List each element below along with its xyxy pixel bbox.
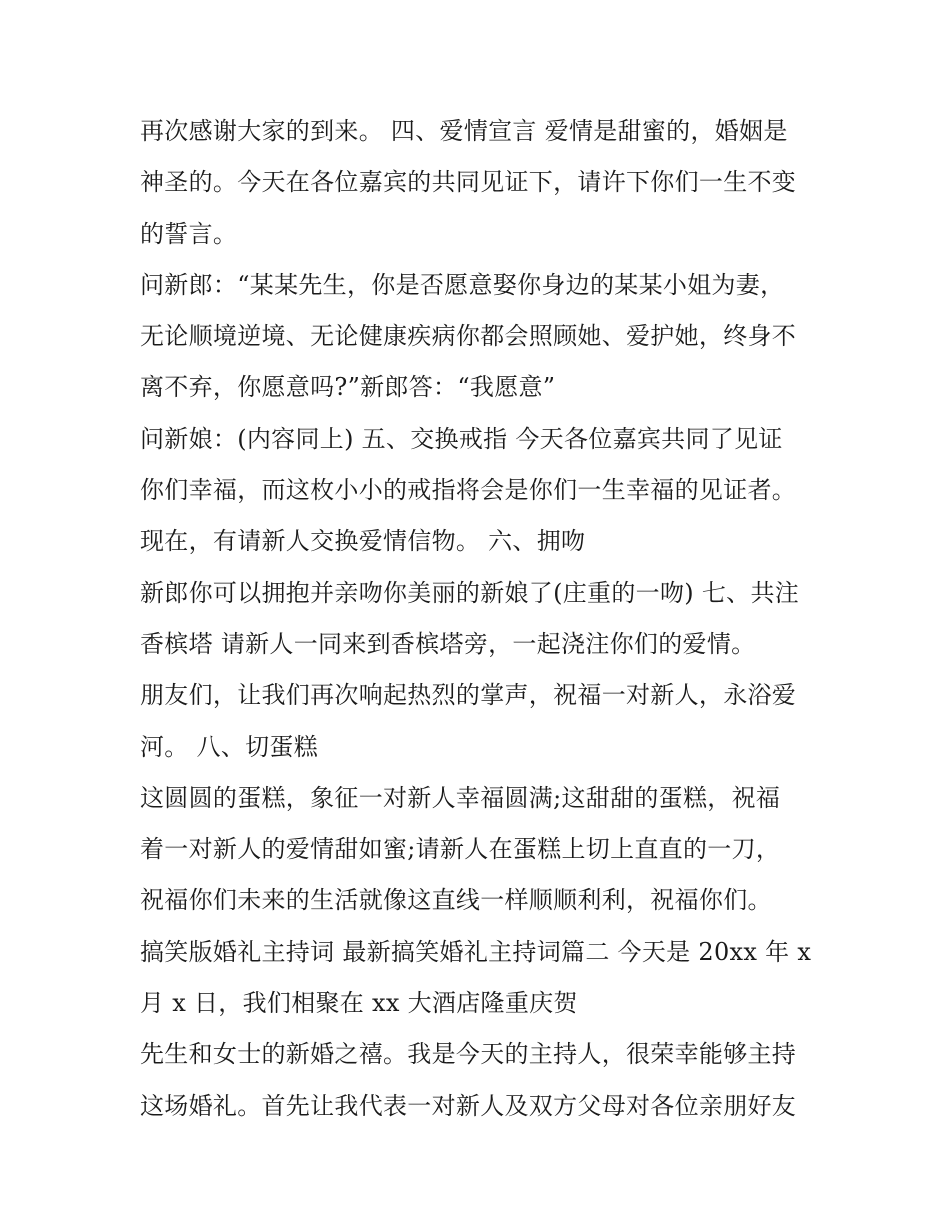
- text-line: 月 x 日，我们相聚在 xx 大酒店隆重庆贺: [140, 989, 578, 1018]
- text-line: 着一对新人的爱情甜如蜜;请新人在蛋糕上切上直直的一刀，: [140, 835, 781, 864]
- text-line: 现在，有请新人交换爱情信物。 六、拥吻: [140, 527, 586, 556]
- text-line: 神圣的。今天在各位嘉宾的共同见证下，请许下你们一生不变: [140, 168, 797, 197]
- text-line: 再次感谢大家的到来。 四、爱情宣言 爱情是甜蜜的，婚姻是: [140, 117, 788, 145]
- text-line: 问新娘：(内容同上) 五、交换戒指 今天各位嘉宾共同了见证: [140, 424, 783, 453]
- text-line: 这场婚礼。首先让我代表一对新人及双方父母对各位亲朋好友: [140, 1091, 797, 1120]
- text-line: 香槟塔 请新人一同来到香槟塔旁，一起浇注你们的爱情。: [140, 629, 756, 658]
- text-line: 搞笑版婚礼主持词 最新搞笑婚礼主持词篇二 今天是 20xx 年 x: [140, 937, 812, 966]
- text-line: 的誓言。: [140, 219, 238, 248]
- text-line: 朋友们，让我们再次响起热烈的掌声，祝福一对新人，永浴爱: [140, 681, 797, 710]
- text-line: 问新郎：“某某先生，你是否愿意娶你身边的某某小姐为妻，: [140, 270, 785, 299]
- body-text: [140, 106, 820, 1132]
- text-line: 祝福你们未来的生活就像这直线一样顺顺利利，祝福你们。: [140, 886, 772, 915]
- text-line: 离不弃，你愿意吗?”新郎答：“我愿意”: [140, 373, 556, 402]
- text-line: 河。 八、切蛋糕: [140, 732, 319, 761]
- text-line: 你们幸福，而这枚小小的戒指将会是你们一生幸福的见证者。: [140, 476, 797, 505]
- text-line: 新郎你可以拥抱并亲吻你美丽的新娘了(庄重的一吻) 七、共注: [140, 578, 800, 607]
- text-line: 先生和女士的新婚之禧。我是今天的主持人，很荣幸能够主持: [140, 1040, 797, 1069]
- text-line: 这圆圆的蛋糕，象征一对新人幸福圆满;这甜甜的蛋糕，祝福: [140, 783, 781, 812]
- text-line: 无论顺境逆境、无论健康疾病你都会照顾她、爱护她，终身不: [140, 322, 797, 351]
